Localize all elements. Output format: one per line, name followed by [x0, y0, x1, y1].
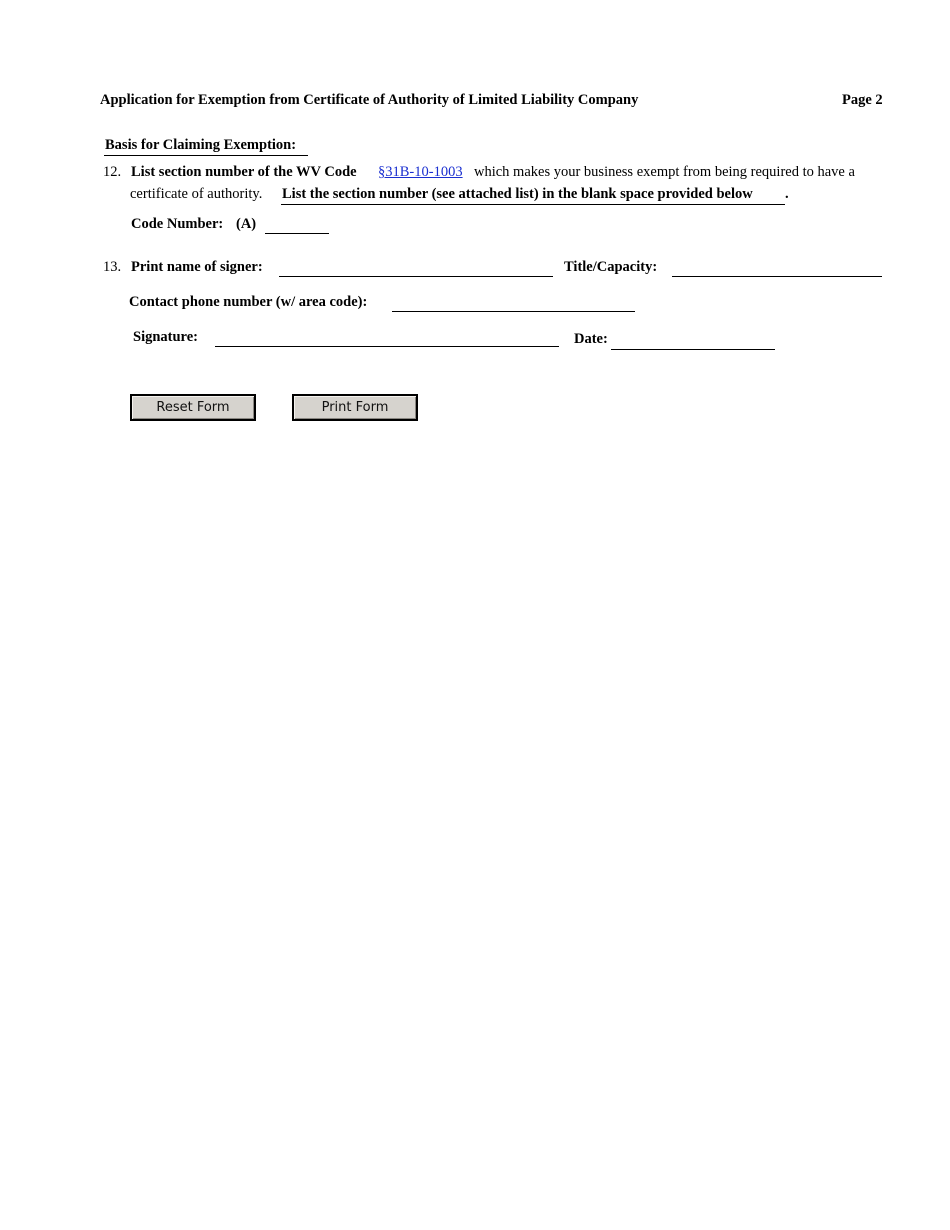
- signer-name-field[interactable]: [279, 260, 553, 277]
- item-12-number: 12.: [103, 164, 122, 180]
- signature-field[interactable]: [215, 330, 559, 347]
- signer-name-label: Print name of signer:: [131, 259, 263, 275]
- item-12-text: which makes your business exempt from being required to have a: [474, 164, 855, 180]
- signature-label: Signature:: [133, 329, 198, 345]
- page-number: Page 2: [842, 92, 883, 108]
- item-13-number: 13.: [103, 259, 122, 275]
- reset-form-button[interactable]: Reset Form: [130, 394, 256, 421]
- title-capacity-field[interactable]: [672, 260, 882, 277]
- bold-instruction-underline: [281, 204, 785, 205]
- code-number-sublabel: (A): [236, 216, 257, 232]
- date-label: Date:: [574, 331, 608, 347]
- date-field[interactable]: [611, 333, 775, 350]
- contact-phone-field[interactable]: [392, 295, 635, 312]
- section-heading: Basis for Claiming Exemption:: [105, 137, 297, 153]
- item-12-text-line2: certificate of authority.: [130, 186, 263, 202]
- item-12-bold-instruction: List the section number (see attached list) in the blank space provided below: [282, 186, 753, 202]
- item-12-instruction: List section number of the WV Code: [131, 164, 357, 180]
- contact-phone-label: Contact phone number (w/ area code):: [129, 294, 368, 310]
- document-title: Application for Exemption from Certificate of Authority of Limited Liability Company: [100, 92, 639, 108]
- wv-code-link[interactable]: §31B-10-1003: [378, 164, 463, 180]
- item-12-period: .: [785, 186, 789, 202]
- code-number-label: Code Number:: [131, 216, 224, 232]
- code-number-field[interactable]: [265, 217, 329, 234]
- section-heading-underline: [104, 155, 308, 156]
- title-capacity-label: Title/Capacity:: [564, 259, 658, 275]
- print-form-button[interactable]: Print Form: [292, 394, 418, 421]
